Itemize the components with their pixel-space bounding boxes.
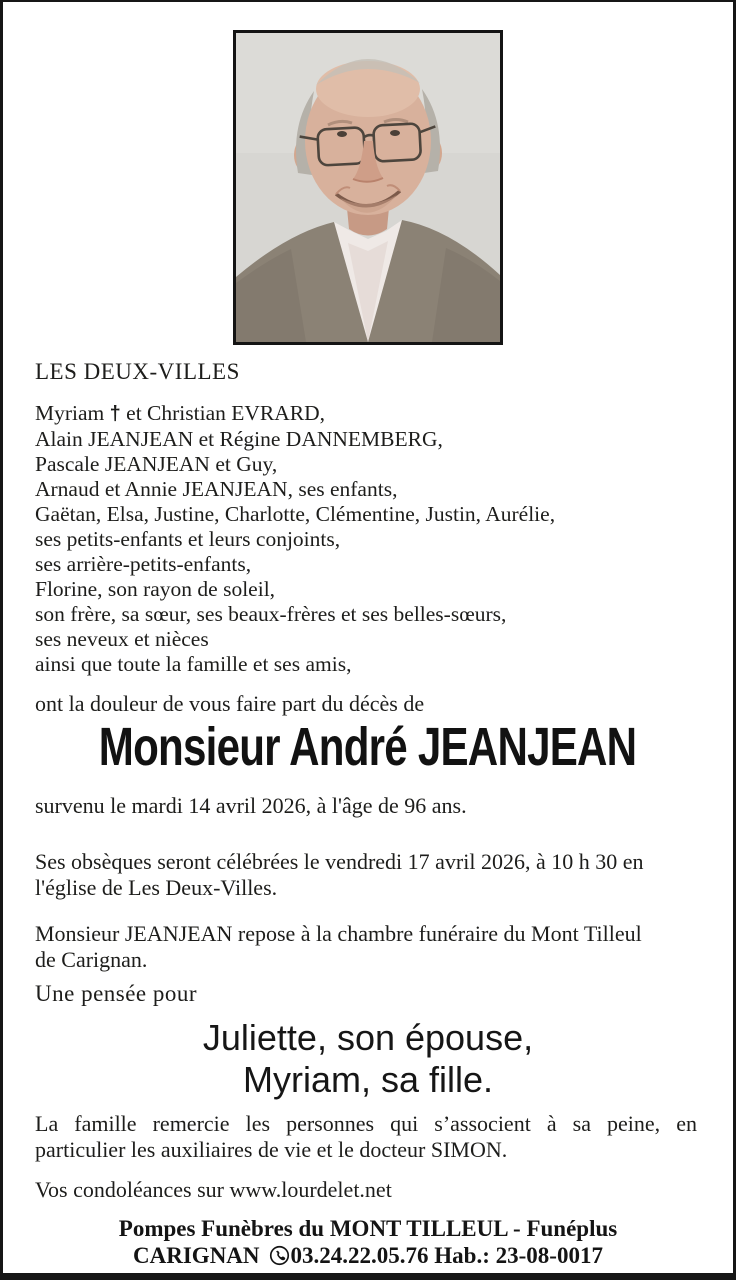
portrait-illustration [236, 33, 500, 342]
funeral-home-name: Pompes Funèbres du MONT TILLEUL - Funéplus [118, 1216, 618, 1241]
funeral-home-phone: 03.24.22.05.76 [290, 1243, 429, 1268]
family-line: ainsi que toute la famille et ses amis, [35, 652, 352, 676]
death-date-line: survenu le mardi 14 avril 2026, à l'âge de 96 ans. [35, 793, 467, 818]
deceased-name: Monsieur André JEANJEAN [99, 717, 637, 777]
family-line: Pascale JEANJEAN et Guy, [35, 452, 278, 476]
family-line-text: et Christian EVRARD, [126, 401, 326, 425]
family-line: Arnaud et Annie JEANJEAN, ses enfants, [35, 477, 398, 501]
family-line: Gaëtan, Elsa, Justine, Charlotte, Clémentine, Justin, Aurélie, [35, 502, 556, 526]
thought-names [3, 1017, 733, 1101]
family-line: Florine, son rayon de soleil, [35, 577, 276, 601]
paragraph-line: de Carignan. [35, 947, 148, 972]
photo-section [3, 30, 733, 347]
family-line: son frère, sa sœur, ses beaux-frères et ses belles-sœurs, [35, 602, 507, 626]
thought-line: Juliette, son épouse, [202, 1017, 534, 1058]
family-line: ses petits-enfants et leurs conjoints, [35, 527, 341, 551]
funeral-home-footer [3, 1215, 733, 1269]
condolences-line: Vos condoléances sur www.lourdelet.net [35, 1177, 392, 1202]
paragraph-line: La famille remercie les personnes qui s’associent à sa peine, en [35, 1111, 697, 1136]
location-title: LES DEUX-VILLES [35, 359, 240, 384]
paragraph-line: particulier les auxiliaires de vie et le docteur SIMON. [35, 1137, 508, 1162]
paragraph-line: l'église de Les Deux-Villes. [35, 875, 278, 900]
portrait-photo [233, 30, 503, 345]
family-line [35, 401, 697, 427]
paragraph-line: Ses obsèques seront célébrées le vendredi 17 avril 2026, à 10 h 30 en [35, 849, 644, 874]
funeral-home-habilitation: Hab.: 23-08-0017 [434, 1243, 603, 1268]
thanks-paragraph [35, 1111, 697, 1163]
family-line: Alain JEANJEAN et Régine DANNEMBERG, [35, 427, 443, 451]
phone-icon [269, 1245, 290, 1266]
funeral-paragraph [35, 849, 697, 901]
family-line: ses neveux et nièces [35, 627, 209, 651]
announcement-intro: ont la douleur de vous faire part du décès de [35, 691, 425, 716]
thought-intro: Une pensée pour [35, 981, 198, 1006]
family-line: ses arrière-petits-enfants, [35, 552, 252, 576]
thought-line: Myriam, sa fille. [242, 1059, 494, 1100]
cross-icon: † [109, 403, 121, 425]
funeral-home-contact [3, 1242, 733, 1269]
family-member-name: Myriam [35, 401, 105, 425]
paragraph-line: Monsieur JEANJEAN repose à la chambre funéraire du Mont Tilleul [35, 921, 642, 946]
family-list [35, 401, 697, 677]
repose-paragraph [35, 921, 697, 973]
funeral-home-city: CARIGNAN [133, 1243, 260, 1268]
deceased-name-heading [3, 719, 733, 789]
